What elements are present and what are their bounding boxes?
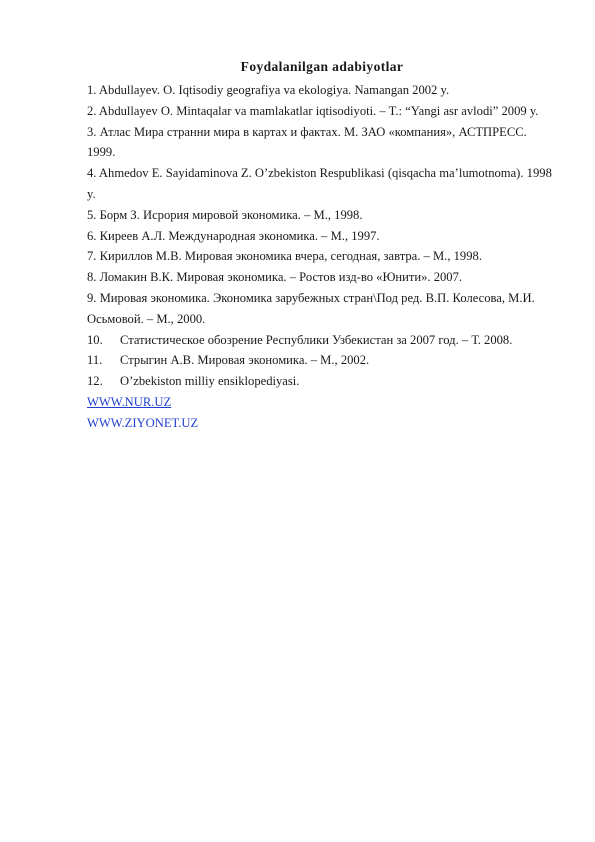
reference-entry-5 [87,205,557,226]
reference-entry-9 [87,288,557,330]
entry-number: 7. [87,249,97,264]
entry-number: 11. [87,353,103,368]
entry-text: Ломакин В.К. Мировая экономика. – Ростов изд-во «Юнити». 2007. [99,270,463,285]
reference-entry-12 [87,371,557,392]
entry-text: Атлас Мира странни мира в картах и фактах. М. ЗАО «компания», АСТПРЕСС. 1999. [87,124,527,160]
entry-text: Борм З. Исрория мировой экономика. – М., 1998. [99,207,363,222]
entry-text: Стрыгин А.В. Мировая экономика. – М., 2002. [120,353,370,368]
entry-number: 8. [87,270,97,285]
reference-entry-1 [87,80,557,101]
entry-text: Киреев А.Л. Международная экономика. – М., 1997. [99,228,380,243]
entry-number: 9. [87,290,97,305]
entry-number: 4. [87,166,97,181]
reference-entry-6 [87,226,557,247]
entry-text: O’zbekiston milliy ensiklopediyasi. [120,374,300,389]
entry-text: Статистическое обозрение Республики Узбекистан за 2007 год. – Т. 2008. [120,332,513,347]
reference-entry-8 [87,267,557,288]
entry-text: Abdullayev O. Mintaqalar va mamlakatlar iqtisodiyoti. – T.: “Yangi asr avlodi” 2009 y. [98,103,539,118]
entry-number: 5. [87,207,97,222]
entry-text: Ahmedov E. Sayidaminova Z. O’zbekiston Respublikasi (qisqacha ma’lumotnoma). 1998 y. [87,166,552,201]
entry-number: 1. [87,83,97,97]
reference-entry-3 [87,122,557,164]
document-title: Foydalanilgan adabiyotlar [240,59,404,74]
reference-entry-10 [87,330,557,351]
entry-number: 6. [87,228,97,243]
entry-text: Мировая экономика. Экономика зарубежных стран\Под ред. В.П. Колесова, М.И. Осьмовой. – М., 2000. [87,290,535,326]
link-nur-uz[interactable]: WWW.NUR.UZ [87,394,172,409]
reference-entry-2 [87,101,557,122]
reference-entry-4 [87,163,557,205]
link-ziyonet-uz[interactable]: WWW.ZIYONET.UZ [87,415,199,430]
entry-number: 10. [87,332,103,347]
reference-entry-7 [87,246,557,267]
entry-text: Кириллов М.В. Мировая экономика вчера, сегодная, завтра. – М., 1998. [99,249,482,264]
entry-number: 12. [87,374,103,389]
document-page [87,58,557,434]
entry-number: 2. [87,103,97,118]
reference-entry-11 [87,350,557,371]
entry-text: Abdullayev. O. Iqtisodiy geografiya va ekologiya. Namangan 2002 y. [98,83,450,97]
entry-number: 3. [87,124,97,139]
